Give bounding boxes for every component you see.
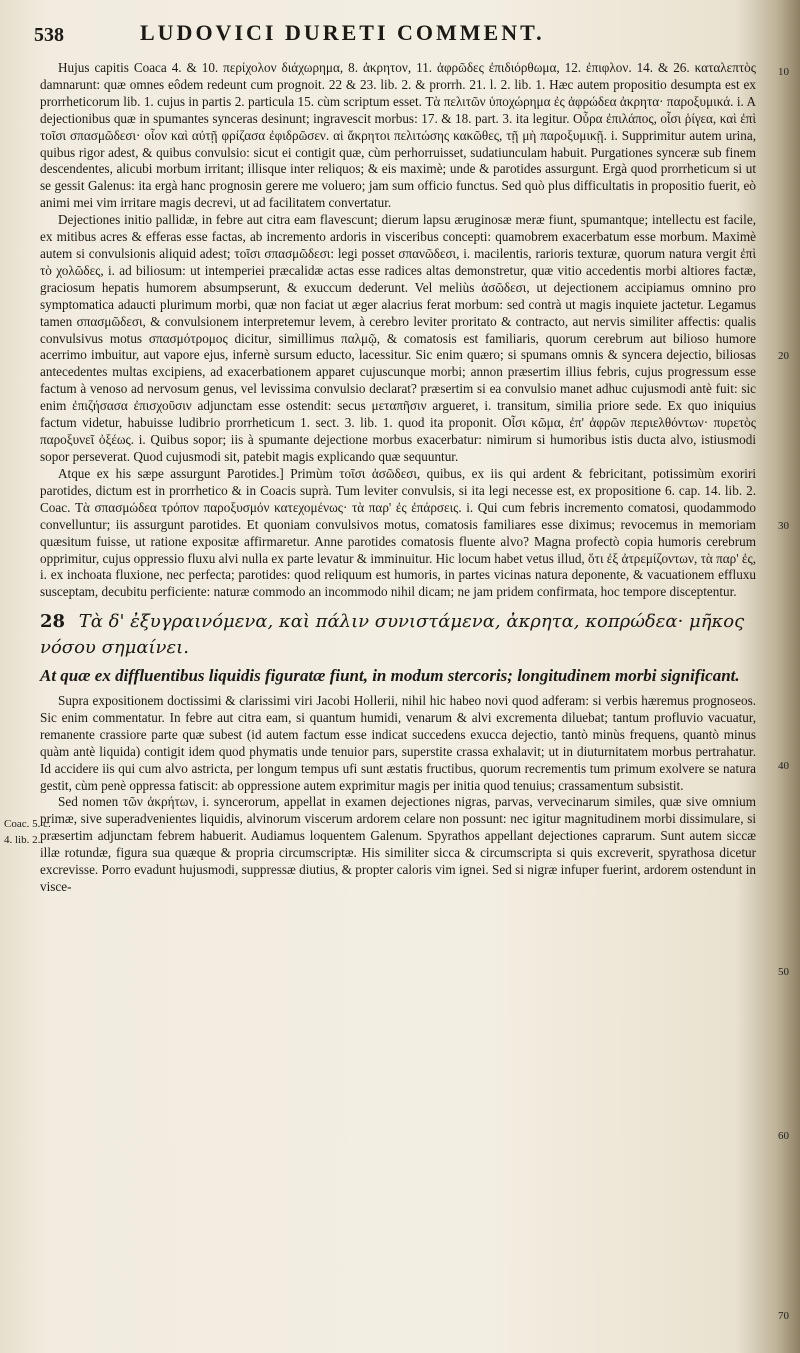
aphorism-number: 28 — [40, 611, 66, 632]
line-number: 20 — [778, 350, 789, 362]
page-number: 538 — [34, 24, 64, 46]
line-number: 10 — [778, 66, 789, 78]
running-head: LUDOVICI DURETI COMMENT. — [140, 20, 545, 45]
page-header — [0, 14, 800, 54]
line-number: 70 — [778, 1310, 789, 1322]
commentary-body-continued — [40, 466, 756, 601]
aphorism-latin-title: At quæ ex diffluentibus liquidis figuratæ fiunt, in modum stercoris; longitudinem morbi significant. — [40, 666, 740, 685]
margin-note-line: 4. lib. 2. — [4, 834, 41, 846]
aphorism-commentary — [40, 693, 756, 896]
paragraph: Sed nomen τῶν ἀκρήτων, i. syncerorum, appellat in examen dejectiones nigras, parvas, vervecinarum similes, quæ sive omnium primæ, sive superadvenientes liquidis, alvinorum viscerum ardorem celare non possunt: nec igitur magnitudinem morbi dissimulare, si præsertim adjunctam febrem habuerit. Audiamus loquentem Galenum. Spyrathos appellant dejectiones caprarum. Sunt autem siccæ illæ rotundæ, figura sua quæque & propria circumscriptæ. His similiter sicca & circumscripta si quis excreverit, spyrathosa dicetur excrevisse. Porro evadunt hujusmodi, suppressæ diutius, & propter caloris vim ignei. Sed si nigræ infuper fuerint, ardorem ostendunt in visce- — [40, 794, 756, 894]
paragraph: Hujus capitis Coaca 4. & 10. περίχολον διάχωρημα, 8. ἀκρητον, 11. ἀφρῶδες ἐπιδιόρθωμα, 12. ἐπιφλον. 14. & 26. καταλεπτὸς damnarunt: quæ omnes eôdem redeunt cum prognoit. 22 & 23. lib. 2. & prorrh. 21. l. 2. lib. 1. Hæc autem propositio desumpta est ex prorrheticorum lib. 1. cujus in partis 2. particula 15. cùm scriptum esset. Τὰ πελιτῶν ὑποχώρημα ἐς ἀφρώδεα ἀκρητα· παροξυμικά. i. A dejectionibus quæ in spumantes synceras desinunt; ingravescit morbus: 17. & 18. part. 3. ita legitur. Οὗρα ἐπιλάπος, οἷσι ῥίγεα, καὶ ἐπὶ τοῖσι σπασμῶδεσι· οἷον καὶ αὐτῇ φρίζασα ἐφιδρῶσεν. αἱ ἄκρητοι πελιτώσης κακῶθες, τῇ μὴ παροξυμικῇ. i. Supprimitur autem urina, quibus rigor adest, & quibus convulsio: sicut ei contigit quæ, cùm perhorruisset, sudatiunculam habuit. Purgationes synceræ sub finem descendentes, alicubi morbum irritant; illisque inter reliquos; & eis maximè; unde & parotides assurgunt. Ergà quod prorrheticum si ut se gessit Galenus: ita ergà hanc prognosin gerere me voluero; jam sum officio functus. Sed quò plus difficultatis in propositio fuerit, eò animi mei vim irritare magis decrevi, ut ad facilitatem convertatur. — [40, 60, 756, 211]
paragraph: Supra expositionem doctissimi & clarissimi viri Jacobi Hollerii, nihil hic habeo novi quod adferam: si verbis hæremus prognoseos. Sic enim commentatur. In febre aut citra eam, si quantum humidi, venarum & alvi excrementa diluebat; tantum profluvio vacuatur, remanente crassiore parte quæ subest (id autem factum esse indicat succedens exucca dejectio, tantò minùs frequens, quantò minus quàm antè liquida) contigit idem quod phymatis unde tenuior pars, superstite crassa exhalavit; ut in diuturnitatem morbus pertrahatur. Id accidere iis qui cum alvo astricta, per longum tempus ufi sunt æstatis fructibus, quorum recrementis tum primum exolvere se natura gestit, cùm penè oppressa fatiscit: ab oppressione autem exprimitur magis per initia quod tenuius; crassamentum subsistit. — [40, 693, 756, 793]
paragraph: Atque ex his sæpe assurgunt Parotides.] Primùm τοῖσι ἀσῶδεσι, quibus, ex iis qui ardent & febricitant, potissimùm exoriri parotides, dictum est in prorrhetico & in Coacis suprà. Tum leviter convulsis, si ita legi necesse est, ex propositione 6. cap. 14. lib. 2. Coac. Τὰ σπασμώδεα τρόπον παροξυσμόν κατεχομένως· τὰ παρ' ἐς ἐπάρσεις. i. Qui cum febris incremento comatosi, quodammodo convelluntur; iis assurgunt parotides. Et quoniam convulsivos motus, comatosis familiares esse diximus; revocemus in memoriam quæsitum fuisse, ut ratione expositæ affirmaretur. Anne parotides comatosis fluente alvo? Magna profectò copia humoris cerebrum opprimitur, cujus oppressio fluxu alvi nulla ex parte levatur & imminuitur. Hic locum habet vetus illud, ὅτι ἐξ ἀτρεμίζοντων, τὰ παρ' ἐς, i. ex inchoata fluxione, nec perfecta; parotides: quod reliquum est humoris, in partes vicinas natura deponente, & vacuationem effluxu susceptam, decubitu perficiente: naturæ commodo an incommodo nihil dicam; ne jam pridem confirmata, hoc tempore disceptentur. — [40, 466, 756, 600]
line-number: 30 — [778, 520, 789, 532]
line-number: 40 — [778, 760, 789, 772]
aphorism-greek — [40, 609, 756, 661]
line-number: 60 — [778, 1130, 789, 1142]
aphorism-text: Τὰ δ' ἐξυγραινόμενα, καὶ πάλιν συνιστάμενα, ἀκρητα, κοπρώδεα· μῆκος νόσου σημαίνει. — [40, 611, 745, 658]
commentary-body — [40, 60, 756, 466]
paragraph: Dejectiones initio pallidæ, in febre aut citra eam flavescunt; dierum lapsu æruginosæ meræ fiunt, spumantque; intellectu est facile, ex mitibus acres & efferas esse factas, ab incremento ardoris in visceribus concepti: quamobrem exacerbatum esse morbum. Maximè autem si convulsionis aliquid adest; τοῖσι σπασμῶδεσι: legi posset σπανῶδεσι, i. macilentis, rarioris texturæ, quorum natura vergit ἐπὶ τὸ χολῶδες, i. ad biliosum: ut intemperiei præcalidæ actas esse radices altas demonstretur, quæ vitio accedentis morbi altiores factæ, graciosum hepatis humorem absumpserunt, & exuccum dederunt. Vel meliùs ἀσῶδεσι, ut dejectionem accipiamus omnino pro symptomatica adaucti plurimum morbi, quæ non faciat ut æger alacrius ferat morbum: sed contrà ut magis inquiete jactetur. Legamus tamen σπασμῶδεσι, & convulsionem interpretemur levem, à cerebro leviter proritato & contracto, aut nervis similiter affectis: qualis convulsivus motus σπασμότρομος dicitur, simillimus παλμῷ, & comatosis est familiaris, quorum cerebrum aut bilioso humore acerrimo imbuitur, aut vapore ejus, infernè sursum educto, lacessitur. Sic enim quæro; si spumans omnis & syncera dejectio, biliosas antecedentes multas excipiens, ad exacerbationem apparet cujuscunque morbi; annon præsertim illius febris, cujus progressum esse factum à venoso ad nervosum genus, vel levissima convulsio declarat? præsertim si ea convulsio manet adhuc cujusmodi antè fuit: sic enim ἐπιζήσασα ἐπισχοῦσιν adjunctam esse ostendit: secus μεταπῆσιν argueret, i. transitum, similia priore sede. Ex quo iniquius factum videtur, habuisse ludibrio prorrheticum 1. sect. 3. lib. 1. quod ita proponit. Οἷσι κῶμα, ἐπ' ἀφρῶν περιελθόντων· πυρετὸς παροξυνεῖ ὀξέως. i. Quibus sopor; iis à spumante dejectione morbus exacerbatur: nimirum si humoribus istis ducta alvo, istiusmodi sopor perseverat. Quod cujusmodi sit, patebit magis explicando quæ sequuntur. — [40, 212, 756, 464]
margin-note-line: Coac. 5. c. — [4, 818, 51, 830]
line-number: 50 — [778, 966, 789, 978]
